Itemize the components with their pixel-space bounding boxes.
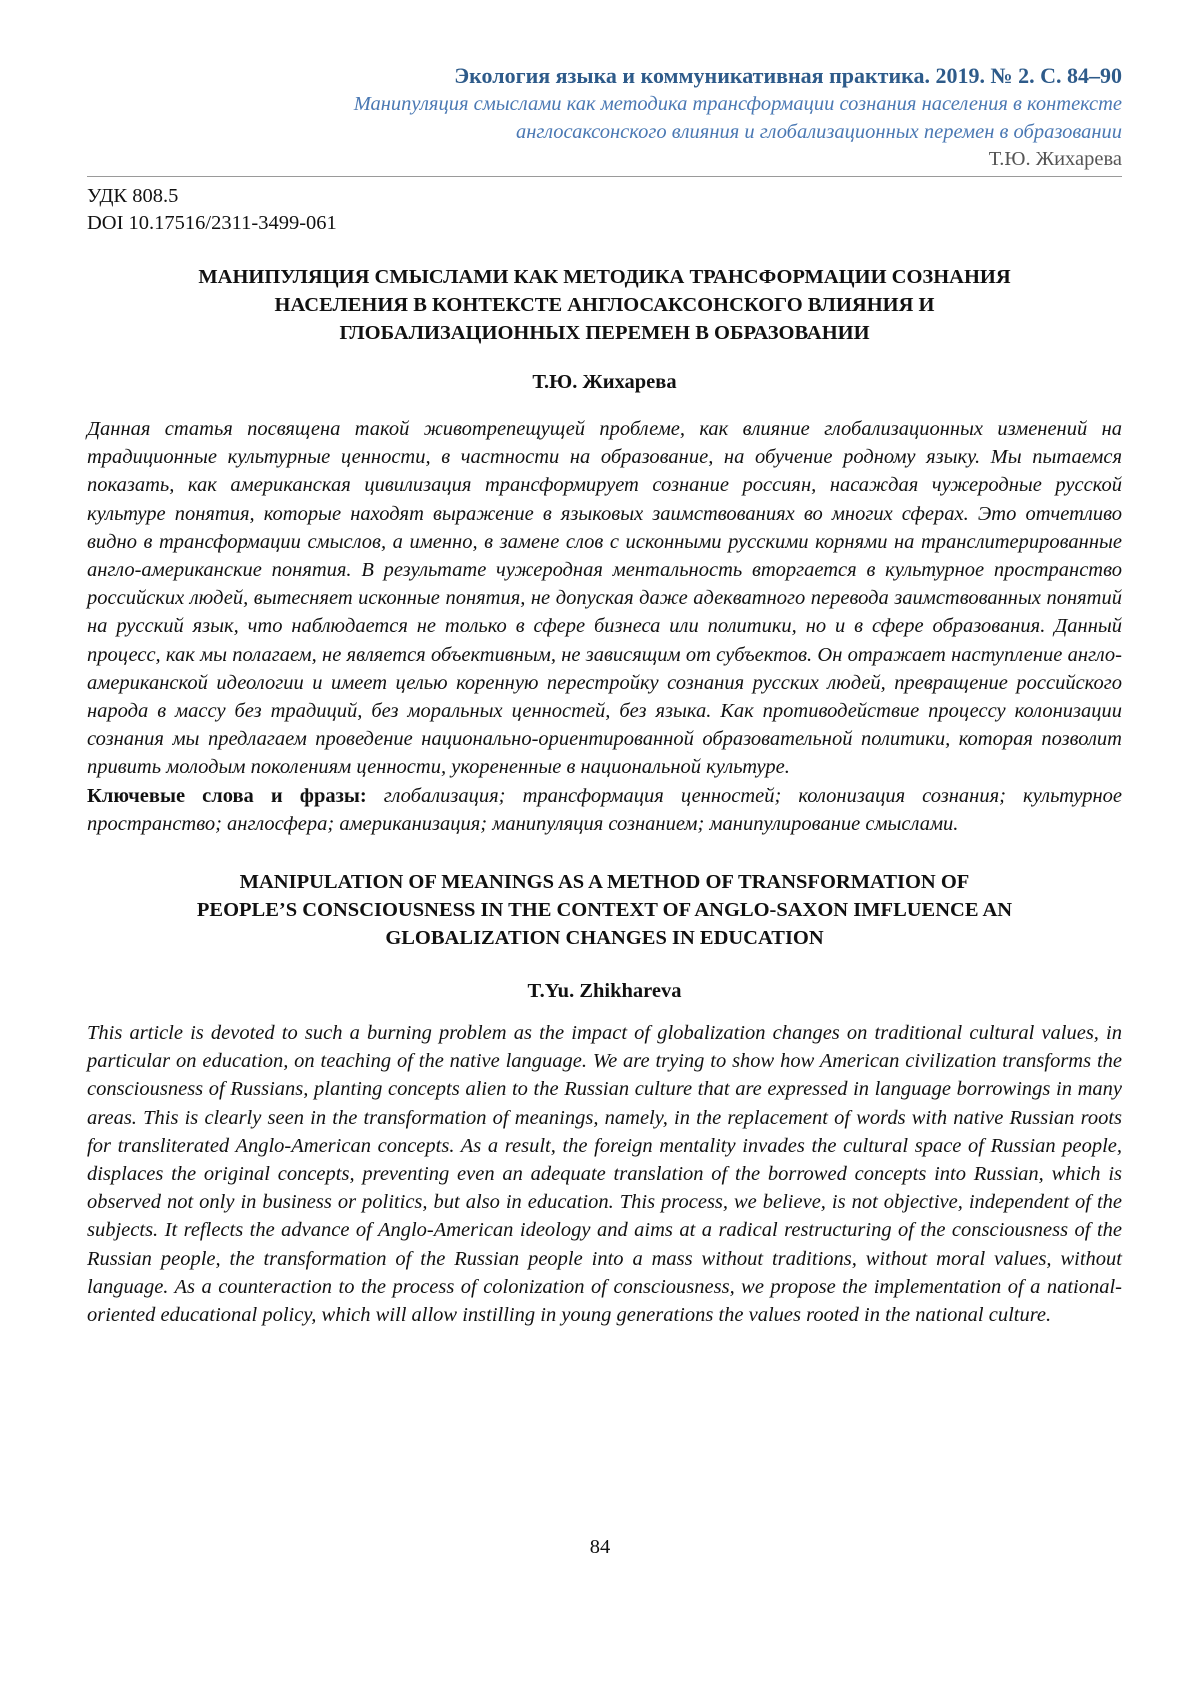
title-en-line-1: MANIPULATION OF MEANINGS AS A METHOD OF TRANSFORMATION OF <box>239 871 970 894</box>
article-meta <box>87 183 1122 237</box>
document-page <box>87 62 1122 1329</box>
running-header <box>87 62 1122 177</box>
keywords-list: глобализация; трансформация ценностей; колонизация сознания; культурное пространство; англосфера; американизация; манипуляция сознанием; манипулирование смыслами. <box>87 784 1123 835</box>
running-title-line-2: англосаксонского влияния и глобализационных перемен в образовании <box>515 121 1122 143</box>
title-en-line-2: PEOPLE’S CONSCIOUSNESS IN THE CONTEXT OF ANGLO-SAXON IMFLUENCE AN <box>196 899 1013 922</box>
page-number: 84 <box>589 1536 611 1558</box>
keywords-label: Ключевые слова и фразы: <box>87 784 367 807</box>
running-author: Т.Ю. Жихарева <box>988 148 1122 170</box>
author-ru: Т.Ю. Жихарева <box>532 371 677 393</box>
journal-citation: Экология языка и коммуникативная практика. 2019. № 2. С. 84–90 <box>454 63 1122 88</box>
keywords-ru <box>87 782 1122 838</box>
title-ru-line-3: ГЛОБАЛИЗАЦИОННЫХ ПЕРЕМЕН В ОБРАЗОВАНИИ <box>339 322 870 344</box>
article-title-en <box>87 868 1122 952</box>
title-en-line-3: GLOBALIZATION CHANGES IN EDUCATION <box>385 927 824 950</box>
abstract-ru: Данная статья посвящена такой животрепещущей проблеме, как влияние глобализационных изменений на традиционные культурные ценности, в частности на образование, на обучение родному языку. Мы пытаемся показать, как американская цивилизация трансформирует сознание россиян, насаждая чужеродные русской культуре понятия, которые находят выражение в языковых заимствованиях во многих сферах. Это отчетливо видно в трансформации смыслов, а именно, в замене слов с исконными русскими корнями на транслитерированные англо-американские понятия. В результате чужеродная ментальность вторгается в культурное пространство российских людей, вытесняет исконные понятия, не допуская даже адекватного перевода заимствованных понятий на русский язык, что наблюдается не только в сфере бизнеса или политики, но и в сфере образования. Данный процесс, как мы полагаем, не является объективным, не зависящим от субъектов. Он отражает наступление англо-американской идеологии и имеет целью коренную перестройку сознания русских людей, превращение российского народа в массу без традиций, без моральных ценностей, без языка. Как противодействие процессу колонизации сознания мы предлагаем проведение национально-ориентированной образовательной политики, которая позволит привить молодым поколениям ценности, укорененные в национальной культуре. <box>87 418 1122 779</box>
running-title-line-1: Манипуляция смыслами как методика трансформации сознания населения в контексте <box>353 93 1122 115</box>
title-ru-line-2: НАСЕЛЕНИЯ В КОНТЕКСТЕ АНГЛОСАКСОНСКОГО ВЛИЯНИЯ И <box>274 294 935 316</box>
abstract-en: This article is devoted to such a burning problem as the impact of globalization changes on traditional cultural values, in particular on education, on teaching of the native language. We are trying to show how American civilization transforms the consciousness of Russians, planting concepts alien to the Russian culture that are expressed in language borrowings in many areas. This is clearly seen in the transformation of meanings, namely, in the replacement of words with native Russian roots for transliterated Anglo-American concepts. As a result, the foreign mentality invades the cultural space of Russian people, displaces the original concepts, preventing even an adequate translation of the borrowed concepts into Russian, which is observed not only in business or politics, but also in education. This process, we believe, is not objective, independent of the subjects. It reflects the advance of Anglo-American ideology and aims at a radical restructuring of the consciousness of the Russian people, the transformation of the Russian people into a mass without traditions, without moral values, without language. As a counteraction to the process of colonization of consciousness, we propose the implementation of a national-oriented educational policy, which will allow instilling in young generations the values rooted in the national culture. <box>87 1022 1122 1327</box>
title-ru-line-1: МАНИПУЛЯЦИЯ СМЫСЛАМИ КАК МЕТОДИКА ТРАНСФОРМАЦИИ СОЗНАНИЯ <box>198 266 1011 288</box>
udk-code: УДК 808.5 <box>87 185 179 207</box>
doi: DOI 10.17516/2311-3499-061 <box>87 212 337 234</box>
author-en: T.Yu. Zhikhareva <box>527 980 682 1003</box>
article-title-ru <box>87 263 1122 347</box>
header-divider <box>87 176 1122 177</box>
